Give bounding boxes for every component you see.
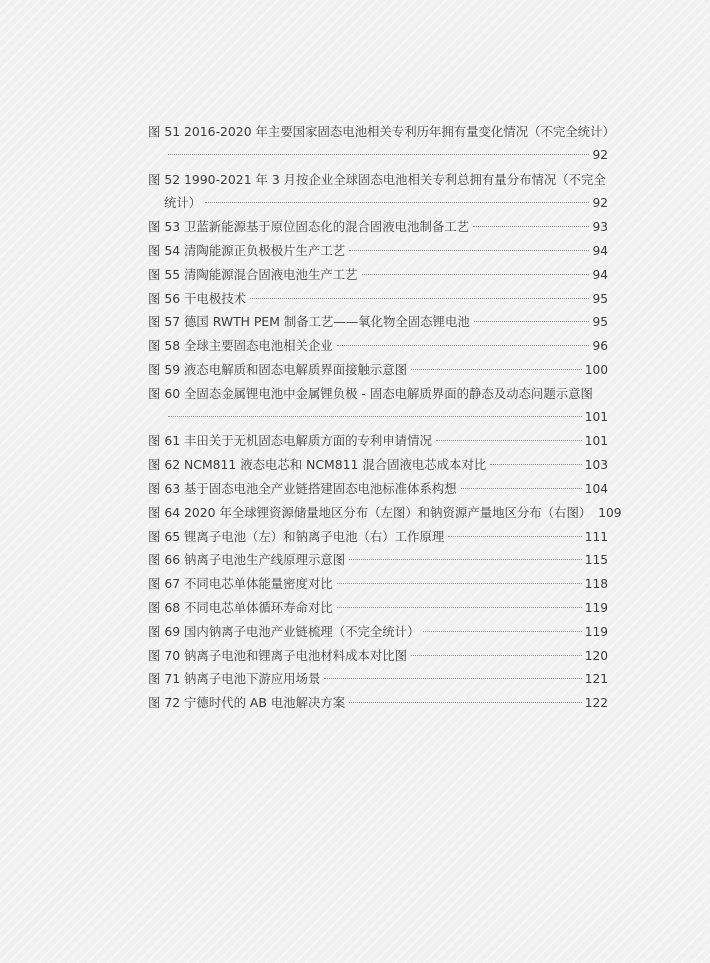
toc-entry-page: 101 [584, 409, 608, 424]
dot-leader [349, 702, 582, 703]
toc-entry-page: 96 [592, 339, 608, 354]
toc-entry-page: 101 [584, 434, 608, 449]
dot-leader [168, 416, 582, 417]
toc-entry-fig-61[interactable] [148, 429, 608, 453]
dot-leader [411, 369, 582, 370]
toc-entry-page: 95 [592, 291, 608, 306]
toc-entry-page: 115 [584, 553, 608, 568]
toc-entry-title: 图 72 宁德时代的 AB 电池解决方案 [148, 695, 346, 711]
dot-leader [473, 226, 589, 227]
toc-entry-title: 图 70 钠离子电池和锂离子电池材料成本对比图 [148, 647, 408, 663]
dot-leader [324, 678, 581, 679]
toc-entry-fig-62[interactable] [148, 453, 608, 477]
toc-entry-title: 图 58 全球主要固态电池相关企业 [148, 338, 333, 354]
toc-entry-title: 图 54 清陶能源正负极极片生产工艺 [148, 242, 346, 258]
toc-entry-title: 图 60 全固态金属锂电池中金属锂负极 - 固态电解质界面的静态及动态问题示意图 [148, 385, 593, 401]
dot-leader [436, 440, 582, 441]
toc-entry-fig-57[interactable] [148, 310, 608, 334]
dot-leader [349, 559, 582, 560]
toc-entry-title: 图 62 NCM811 液态电芯和 NCM811 混合固液电芯成本对比 [148, 457, 487, 473]
dot-leader [423, 631, 581, 632]
toc-entry-title: 图 67 不同电芯单体能量密度对比 [148, 576, 333, 592]
dot-leader [205, 202, 589, 203]
dot-leader [362, 274, 590, 275]
toc-entry-page: 119 [584, 624, 608, 639]
toc-entry-fig-68[interactable] [148, 596, 608, 620]
dot-leader [349, 250, 589, 251]
toc-entry-title: 图 51 2016-2020 年主要国家固态电池相关专利历年拥有量变化情况（不完全统计） [148, 124, 615, 139]
toc-entry-title: 图 69 国内钠离子电池产业链梳理（不完全统计） [148, 623, 420, 639]
toc-entry-fig-58[interactable] [148, 334, 608, 358]
toc-entry-page: 121 [584, 672, 608, 687]
toc-entry-fig-54[interactable] [148, 239, 608, 263]
toc-entry-page: 92 [592, 196, 608, 211]
table-of-figures [148, 120, 622, 715]
dot-leader [168, 154, 589, 155]
toc-entry-page: 119 [584, 600, 608, 615]
toc-entry-page: 103 [584, 458, 608, 473]
toc-entry-title: 图 63 基于固态电池全产业链搭建固态电池标准体系构想 [148, 480, 457, 496]
toc-entry-page: 100 [584, 362, 608, 377]
toc-entry-title: 图 66 钠离子电池生产线原理示意图 [148, 552, 346, 568]
toc-entry-title: 图 71 钠离子电池下游应用场景 [148, 671, 321, 687]
toc-entry-page: 104 [584, 481, 608, 496]
dot-leader [461, 488, 582, 489]
toc-entry-fig-63[interactable] [148, 477, 608, 501]
toc-entry-fig-53[interactable] [148, 215, 608, 239]
toc-entry-title: 图 68 不同电芯单体循环寿命对比 [148, 599, 333, 615]
dot-leader [337, 345, 590, 346]
dot-leader [337, 583, 582, 584]
toc-entry-fig-66[interactable] [148, 548, 608, 572]
toc-entry-fig-71[interactable] [148, 667, 608, 691]
toc-entry-title: 图 57 德国 RWTH PEM 制备工艺——氧化物全固态锂电池 [148, 314, 470, 330]
toc-entry-page: 118 [584, 577, 608, 592]
toc-entry-fig-69[interactable] [148, 620, 608, 644]
toc-entry-page: 120 [584, 648, 608, 663]
toc-entry-title: 图 53 卫蓝新能源基于原位固态化的混合固液电池制备工艺 [148, 219, 470, 235]
toc-entry-page: 94 [592, 243, 608, 258]
dot-leader [337, 607, 582, 608]
toc-entry-fig-70[interactable] [148, 644, 608, 668]
toc-entry-title: 图 65 锂离子电池（左）和钠离子电池（右）工作原理 [148, 528, 445, 544]
dot-leader [448, 536, 581, 537]
toc-entry-page: 93 [592, 220, 608, 235]
toc-entry-fig-60[interactable] [148, 382, 608, 430]
toc-entry-fig-51[interactable] [148, 120, 615, 168]
dot-leader [490, 464, 582, 465]
toc-entry-fig-56[interactable] [148, 287, 608, 311]
toc-entry-fig-52[interactable] [148, 168, 608, 216]
toc-entry-page: 111 [584, 529, 608, 544]
toc-entry-page: 92 [592, 147, 608, 162]
toc-entry-title: 图 64 2020 年全球锂资源储量地区分布（左图）和钠资源产量地区分布（右图） [148, 504, 592, 520]
dot-leader [250, 298, 589, 299]
toc-entry-title: 图 52 1990-2021 年 3 月按企业全球固态电池相关专利总拥有量分布情况（不完全 [148, 171, 606, 187]
toc-entry-title-continuation: 统计） [164, 195, 202, 211]
toc-entry-title: 图 55 清陶能源混合固液电池生产工艺 [148, 266, 358, 282]
toc-entry-title: 图 56 干电极技术 [148, 290, 246, 306]
toc-entry-fig-67[interactable] [148, 572, 608, 596]
toc-entry-fig-59[interactable] [148, 358, 608, 382]
toc-entry-fig-55[interactable] [148, 263, 608, 287]
toc-entry-title: 图 59 液态电解质和固态电解质界面接触示意图 [148, 361, 408, 377]
dot-leader [474, 321, 590, 322]
toc-entry-page: 94 [592, 267, 608, 282]
dot-leader [411, 655, 582, 656]
toc-entry-title: 图 61 丰田关于无机固态电解质方面的专利申请情况 [148, 433, 432, 449]
toc-entry-page: 109 [598, 505, 622, 520]
toc-entry-fig-72[interactable] [148, 691, 608, 715]
toc-entry-page: 95 [592, 315, 608, 330]
toc-entry-fig-65[interactable] [148, 525, 608, 549]
toc-entry-fig-64[interactable] [148, 501, 622, 525]
toc-entry-page: 122 [584, 696, 608, 711]
